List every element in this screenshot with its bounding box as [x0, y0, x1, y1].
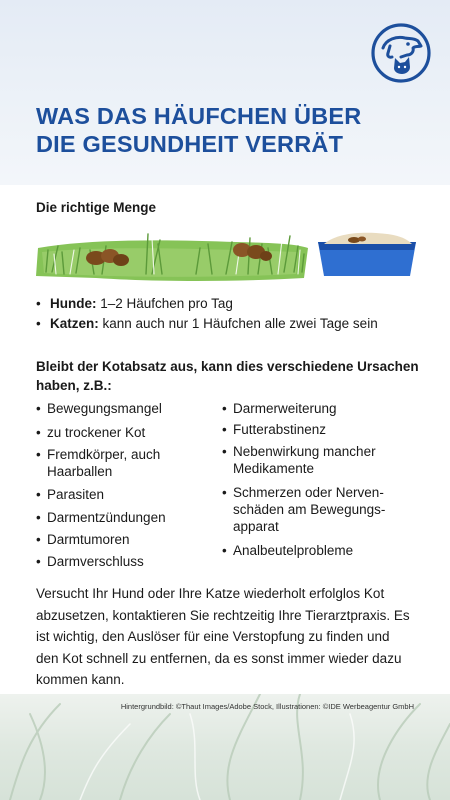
item-text: kann auch nur 1 Häufchen alle zwei Tage sein	[98, 316, 378, 331]
list-item	[36, 294, 378, 314]
list-item: • Darmerweiterung	[222, 400, 337, 417]
item-label: Katzen:	[50, 316, 99, 331]
image-credit: Hintergrundbild: ©Thaut Images/Adobe Stock, Illustrationen: ©IDE Werbeagentur GmbH	[120, 702, 414, 711]
list-item: • Parasiten	[36, 486, 104, 503]
footer-background	[0, 694, 450, 800]
title-line-1: WAS DAS HÄUFCHEN ÜBER	[36, 103, 362, 129]
list-item: • Bewegungsmangel	[36, 400, 162, 417]
title-line-2: DIE GESUNDHEIT VERRÄT	[36, 131, 344, 157]
causes-heading	[36, 357, 426, 395]
list-item: • zu trockener Kot	[36, 424, 145, 441]
causes-list-right	[222, 400, 422, 560]
header-band	[0, 0, 450, 185]
advice-paragraph: Versucht Ihr Hund oder Ihre Katze wiederholt erfolglos Kot abzusetzen, kontaktieren Sie rechtzeitig Ihre Tierarztpraxis. Es ist wichtig, den Auslöser für eine Verstopfung zu finden und den Kot schnell zu entfernen, da es sonst immer wieder dazu kommen kann.	[36, 586, 410, 687]
amount-list	[36, 294, 378, 334]
list-item: • Darmentzündungen	[36, 509, 166, 526]
poop-illustration	[36, 228, 422, 284]
list-item: • Schmerzen oder Nerven- schäden am Bewegungs- apparat	[222, 484, 385, 535]
amount-heading: Die richtige Menge	[36, 200, 157, 215]
list-item: • Nebenwirkung mancher Medikamente	[222, 443, 376, 477]
page-title	[36, 102, 361, 158]
list-item: • Darmverschluss	[36, 553, 144, 570]
list-item: • Analbeutelprobleme	[222, 542, 353, 559]
list-item: • Fremdkörper, auch Haarballen	[36, 446, 160, 480]
list-item	[36, 314, 378, 334]
causes-heading-line-2: haben, z.B.:	[36, 378, 112, 393]
item-label: Hunde:	[50, 296, 97, 311]
causes-heading-line-1: Bleibt der Kotabsatz aus, kann dies verschiedene Ursachen	[36, 359, 419, 374]
litter-box-icon	[318, 233, 416, 276]
causes-list-left	[36, 400, 216, 572]
item-text: 1–2 Häufchen pro Tag	[96, 296, 233, 311]
list-item: • Futterabstinenz	[222, 421, 326, 438]
dog-cat-logo-icon	[370, 22, 432, 84]
list-item: • Darmtumoren	[36, 531, 130, 548]
